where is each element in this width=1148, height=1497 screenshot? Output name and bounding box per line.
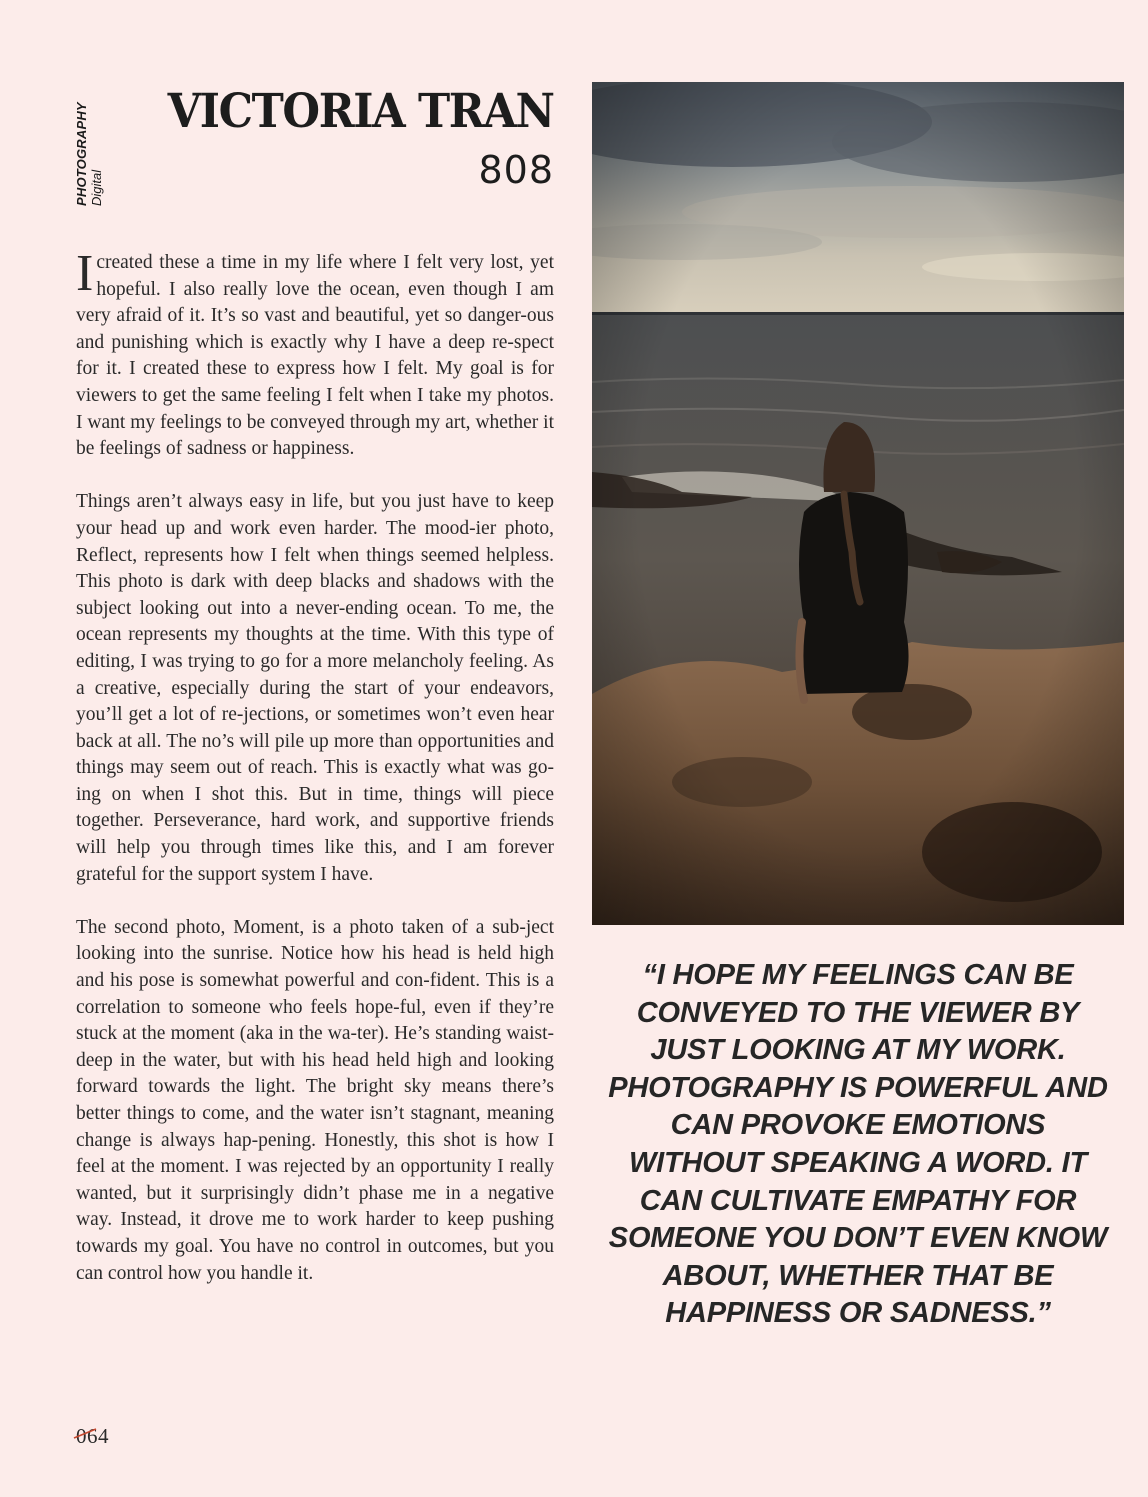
featured-photo	[592, 82, 1124, 925]
section-category: PHOTOGRAPHY	[74, 102, 89, 206]
section-tag	[74, 88, 108, 208]
section-medium: Digital	[89, 169, 104, 206]
page-number-text: 064	[76, 1424, 109, 1448]
article-paragraph-1	[76, 245, 554, 463]
article-body	[76, 245, 554, 1314]
pull-quote: “I HOPE MY FEELINGS CAN BE CONVEYED TO THE VIEWER BY JUST LOOKING AT MY WORK. PHOTOGRAPHY IS POWERFUL AND CAN PROVOKE EMOTIONS WITHOUT SPEAKING A WORD. IT CAN CULTIVATE EMPATHY FOR SOMEONE YOU DON’T EVEN KNOW ABOUT, WHETHER THAT BE HAPPINESS OR SADNESS.”	[608, 959, 1108, 1330]
page-number-strike-icon	[73, 1426, 97, 1440]
paragraph-1-text: created these a time in my life where I felt very lost, yet hopeful. I also really love the ocean, even though I am very afraid of it. It’s so vast and beautiful, yet so danger-ous and punishing which is exactly why I have a deep re-spect for it. I created these to express how I felt. My goal is for viewers to get the same feeling I felt when I take my photos. I want my feelings to be conveyed through my art, whether it be feelings of sadness or happiness.	[76, 252, 554, 460]
article-paragraph-2: Things aren’t always easy in life, but you just have to keep your head up and work even harder. The mood-ier photo, Reflect, represents how I felt when things seemed helpless. This photo is dark with deep blacks and shadows with the subject looking out into a never-ending ocean. To me, the ocean represents my thoughts at the time. With this type of editing, I was trying to go for a more melancholy feeling. As a creative, especially during the start of your endeavors, you’ll get a lot of re-jections, or sometimes won’t even hear back at all. The no’s will pile up more than opportunities and things may seem out of reach. This is exactly what was go-ing on when I shot this. But in time, things will piece together. Perseverance, hard work, and supportive friends will help you through times like this, and I am forever grateful for the support system I have.	[76, 491, 554, 885]
drop-cap: I	[76, 245, 94, 302]
article-paragraph-3: The second photo, Moment, is a photo taken of a sub-ject looking into the sunrise. Notice how his head is held high and his pose is somewhat powerful and con-fident. This is a correlation to someone who feels hope-ful, even if they’re stuck at the moment (aka in the wa-ter). He’s standing waist-deep in the water, but with his head held high and looking forward towards the light. The bright sky means there’s better things to come, and the water isn’t stagnant, meaning change is always hap-pening. Honestly, this shot is how I feel at the moment. I was rejected by an opportunity I really wanted, but it surprisingly didn’t phase me in a negative way. Instead, it drove me to work harder to keep pushing towards my goal. You have no control in outcomes, but you can control how you handle it.	[76, 916, 554, 1284]
page-number	[76, 1424, 109, 1449]
photo-illustration	[592, 82, 1124, 925]
artist-code: 808	[478, 148, 554, 192]
artist-name: VICTORIA TRAN	[167, 84, 554, 139]
